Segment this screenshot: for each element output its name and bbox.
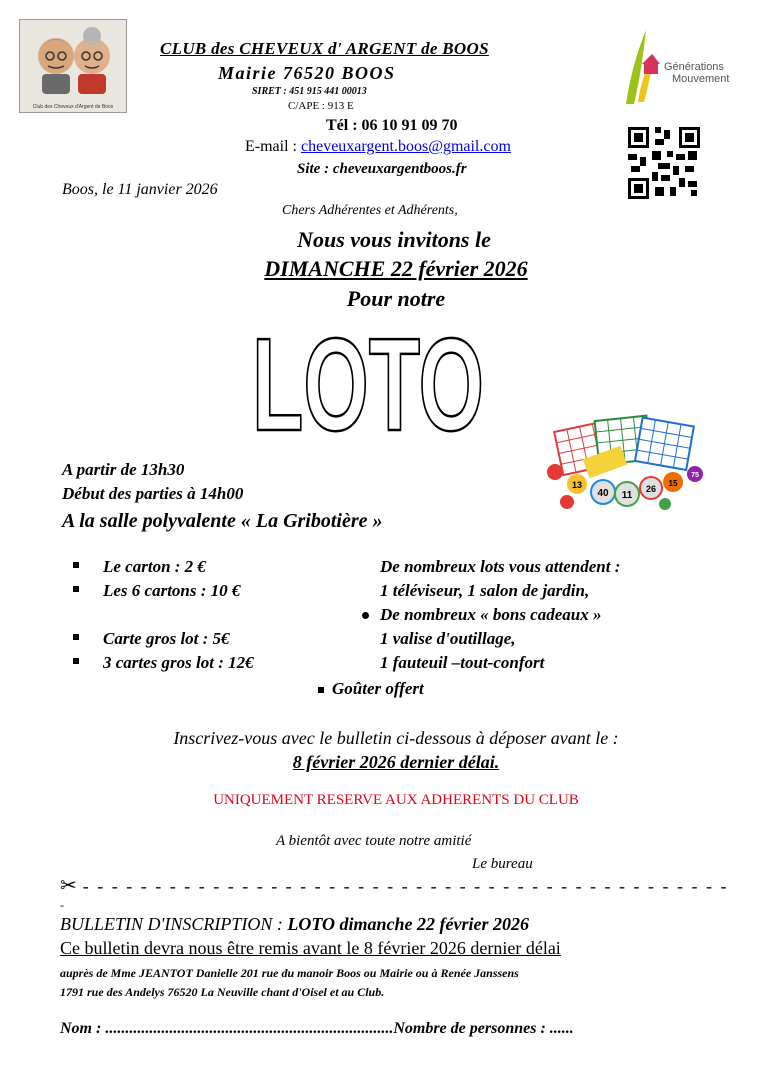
svg-text:75: 75 — [691, 472, 699, 479]
cut-line: ✂ - - - - - - - - - - - - - - - - - - - - - - - - - - - - - - - - - - - - - - - - - - - - - — [60, 875, 729, 897]
letter-date: Boos, le 11 janvier 2026 — [62, 181, 218, 198]
closing: A bientôt avec toute notre amitié — [276, 833, 472, 849]
generations-mouvement-logo — [612, 24, 736, 108]
email-label: E-mail : — [245, 138, 301, 155]
gouter-offert: Goûter offert — [318, 679, 424, 699]
logo-caption: Club des Cheveux d'Argent de Boos — [32, 104, 114, 110]
coupon-title: BULLETIN D'INSCRIPTION : LOTO dimanche 22 février 2026 — [60, 914, 530, 934]
website: Site : cheveuxargentboos.fr — [297, 161, 467, 177]
members-only-notice: UNIQUEMENT RESERVE AUX ADHERENTS DU CLUB — [213, 792, 579, 808]
prize-line: De nombreux « bons cadeaux » — [380, 605, 601, 625]
svg-text:40: 40 — [597, 488, 609, 499]
registration-deadline: 8 février 2026 dernier délai. — [292, 752, 500, 772]
prize-line: 1 valise d'outillage, — [380, 629, 516, 648]
loto-title — [248, 311, 488, 458]
phone: Tél : 06 10 91 09 70 — [326, 117, 458, 134]
registration-instruction: Inscrivez-vous avec le bulletin ci-dessous à déposer avant le : — [173, 728, 619, 748]
bingo-cards-illustration — [545, 412, 710, 520]
cut-line-end: - — [60, 898, 64, 912]
club-logo — [19, 19, 127, 113]
svg-text:15: 15 — [668, 479, 678, 488]
svg-text:26: 26 — [645, 484, 657, 494]
scissors-icon: ✂ — [60, 875, 79, 897]
coupon-address-2: 1791 rue des Andelys 76520 La Neuville chant d'Oisel et au Club. — [60, 985, 385, 999]
prizes-intro: De nombreux lots vous attendent : — [380, 557, 621, 576]
bullet-icon — [73, 658, 79, 664]
games-start: Début des parties à 14h00 — [62, 484, 244, 503]
bullet-icon — [73, 562, 79, 568]
loto-text: LOTO — [252, 311, 484, 458]
club-name: CLUB des CHEVEUX d' ARGENT de BOOS — [160, 39, 489, 58]
bullet-icon — [362, 612, 369, 619]
event-date: DIMANCHE 22 février 2026 — [264, 256, 528, 281]
greeting: Chers Adhérentes et Adhérents, — [282, 203, 458, 218]
start-time: A partir de 13h30 — [62, 460, 185, 479]
coupon-form-line[interactable]: Nom : ........................................................................Nombre de personnes : ...... — [60, 1020, 574, 1037]
email-line — [245, 138, 511, 156]
bullet-icon — [73, 586, 79, 592]
partner-logo-line1: Générations — [664, 61, 724, 73]
venue: A la salle polyvalente « La Gribotière » — [62, 510, 383, 532]
partner-logo-line2: Mouvement — [672, 73, 730, 85]
coupon-return-note: Ce bulletin devra nous être remis avant le 8 février 2026 dernier délai — [60, 938, 561, 958]
svg-text:13: 13 — [571, 480, 583, 490]
svg-text:11: 11 — [621, 490, 633, 501]
qr-code — [628, 127, 700, 199]
coupon-address-1: auprès de Mme JEANTOT Danielle 201 rue du manoir Boos ou Mairie ou à Renée Janssens — [60, 966, 519, 980]
signature: Le bureau — [472, 856, 533, 872]
bullet-icon — [73, 634, 79, 640]
email-link[interactable]: cheveuxargent.boos@gmail.com — [300, 138, 511, 155]
ape-code: C/APE : 913 E — [288, 100, 354, 112]
bullet-icon — [318, 687, 324, 693]
pour-notre: Pour notre — [346, 286, 446, 311]
prize-line: 1 téléviseur, 1 salon de jardin, — [380, 581, 590, 600]
mairie-address: Mairie 76520 BOOS — [218, 63, 396, 83]
siret: SIRET : 451 915 441 00013 — [252, 86, 367, 97]
invite-line: Nous vous invitons le — [297, 227, 491, 252]
prize-line: 1 fauteuil –tout-confort — [380, 653, 545, 672]
